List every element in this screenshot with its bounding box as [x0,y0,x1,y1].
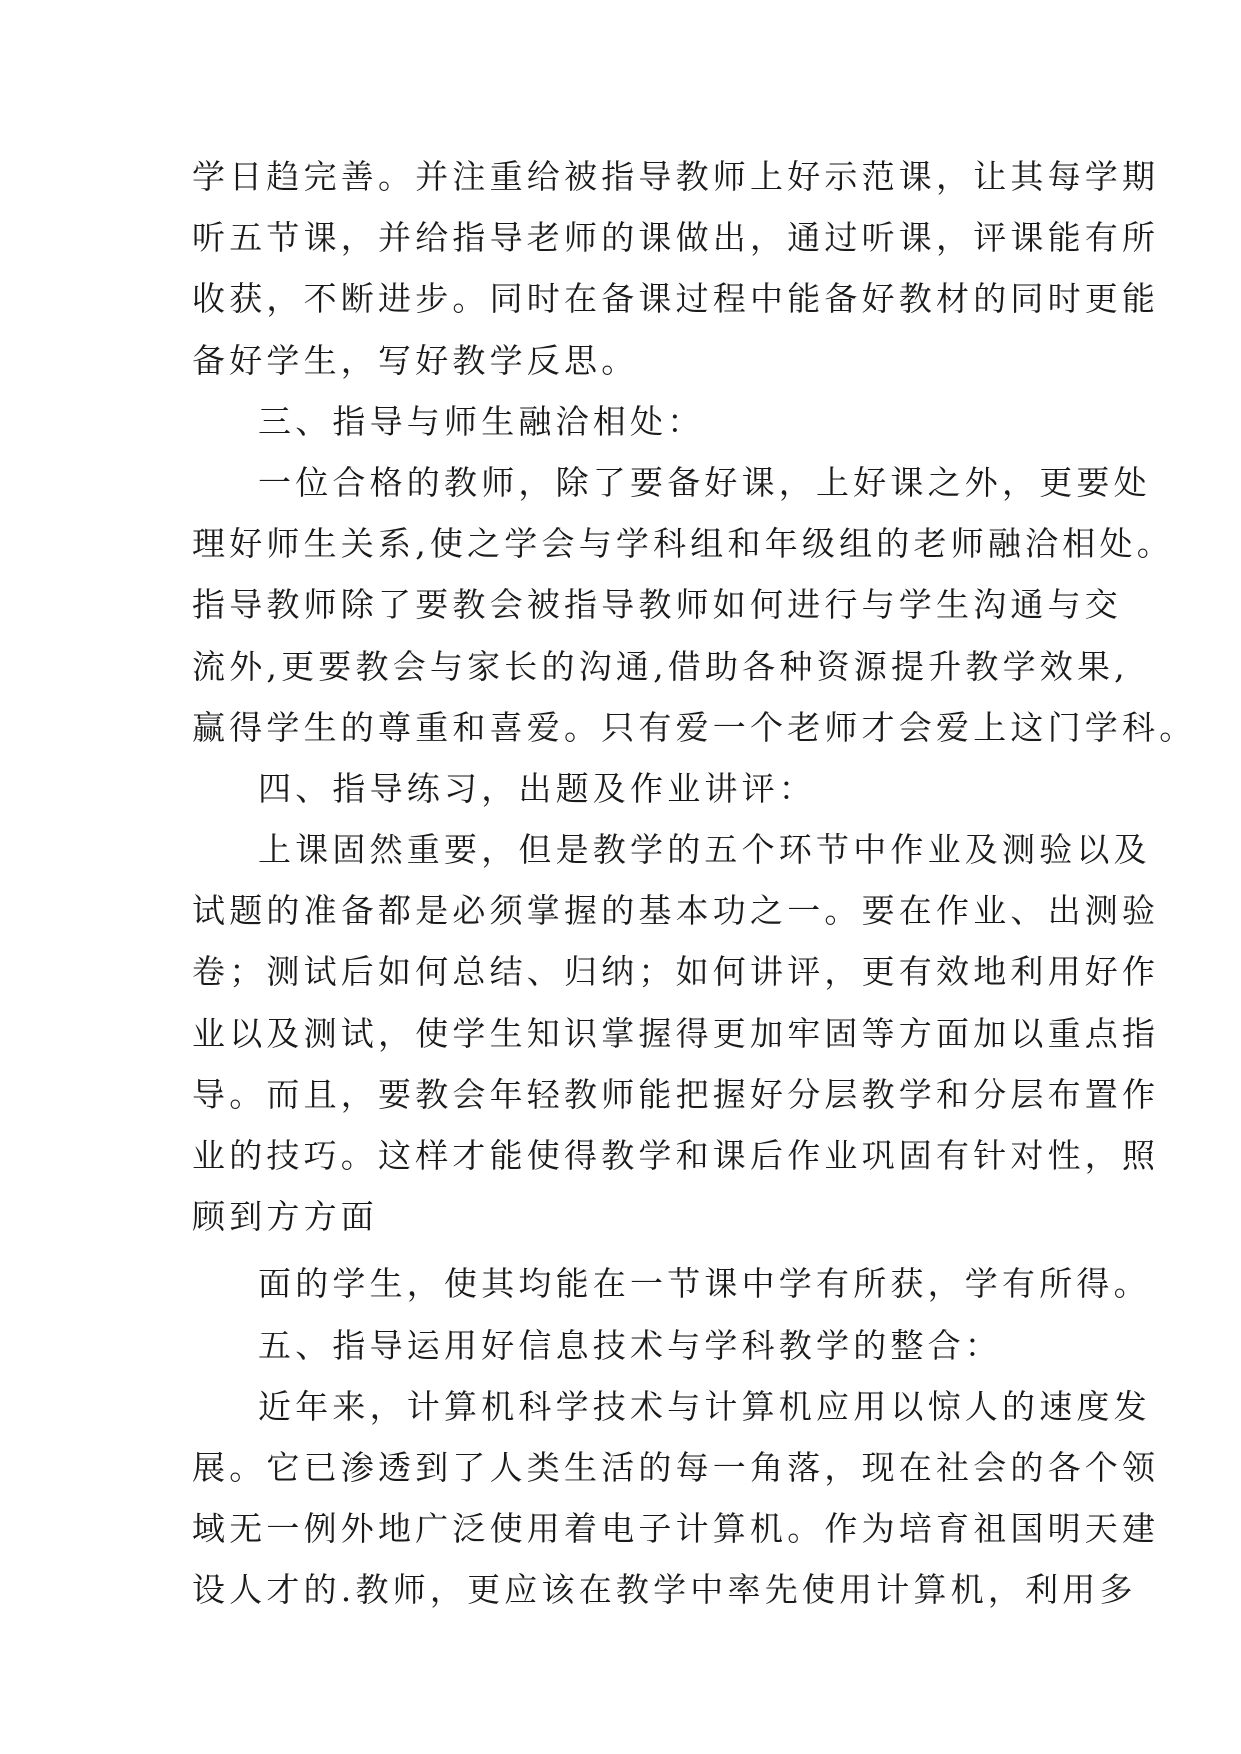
text-line: 卷；测试后如何总结、归纳；如何讲评，更有效地利用好作 [192,952,1160,992]
text-line: 备好学生，写好教学反思。 [192,340,639,380]
text-line: 收获，不断进步。同时在备课过程中能备好教材的同时更能 [192,279,1160,319]
text-line: 理好师生关系,使之学会与学科组和年级组的老师融洽相处。 [192,524,1174,564]
text-line: 近年来，计算机科学技术与计算机应用以惊人的速度发 [258,1386,1151,1426]
text-line: 面的学生，使其均能在一节课中学有所获，学有所得。 [258,1264,1151,1304]
text-line: 上课固然重要，但是教学的五个环节中作业及测验以及 [258,830,1151,870]
text-line: 一位合格的教师，除了要备好课，上好课之外，更要处 [258,462,1151,502]
section-heading: 四、指导练习，出题及作业讲评： [258,768,816,808]
text-line: 导。而且，要教会年轻教师能把握好分层教学和分层布置作 [192,1074,1160,1114]
text-line: 设人才的.教师，更应该在教学中率先使用计算机，利用多 [192,1570,1137,1610]
section-heading: 三、指导与师生融洽相处： [258,401,705,441]
text-line: 试题的准备都是必须掌握的基本功之一。要在作业、出测验 [192,891,1160,931]
text-line: 学日趋完善。并注重给被指导教师上好示范课，让其每学期 [192,157,1160,196]
text-line: 指导教师除了要教会被指导教师如何进行与学生沟通与交 [192,585,1122,625]
text-line: 业以及测试，使学生知识掌握得更加牢固等方面加以重点指 [192,1013,1160,1053]
section-heading: 五、指导运用好信息技术与学科教学的整合： [258,1325,1002,1365]
body-text [192,146,1197,1621]
text-line: 听五节课，并给指导老师的课做出，通过听课，评课能有所 [192,218,1160,258]
text-line: 赢得学生的尊重和喜爱。只有爱一个老师才会爱上这门学科。 [192,707,1197,747]
text-line: 流外,更要教会与家长的沟通,借助各种资源提升教学效果, [192,646,1129,686]
text-line: 顾到方方面 [192,1197,378,1237]
text-line: 展。它已渗透到了人类生活的每一角落，现在社会的各个领 [192,1447,1160,1487]
text-line: 业的技巧。这样才能使得教学和课后作业巩固有针对性，照 [192,1136,1160,1175]
text-line: 域无一例外地广泛使用着电子计算机。作为培育祖国明天建 [192,1509,1160,1549]
